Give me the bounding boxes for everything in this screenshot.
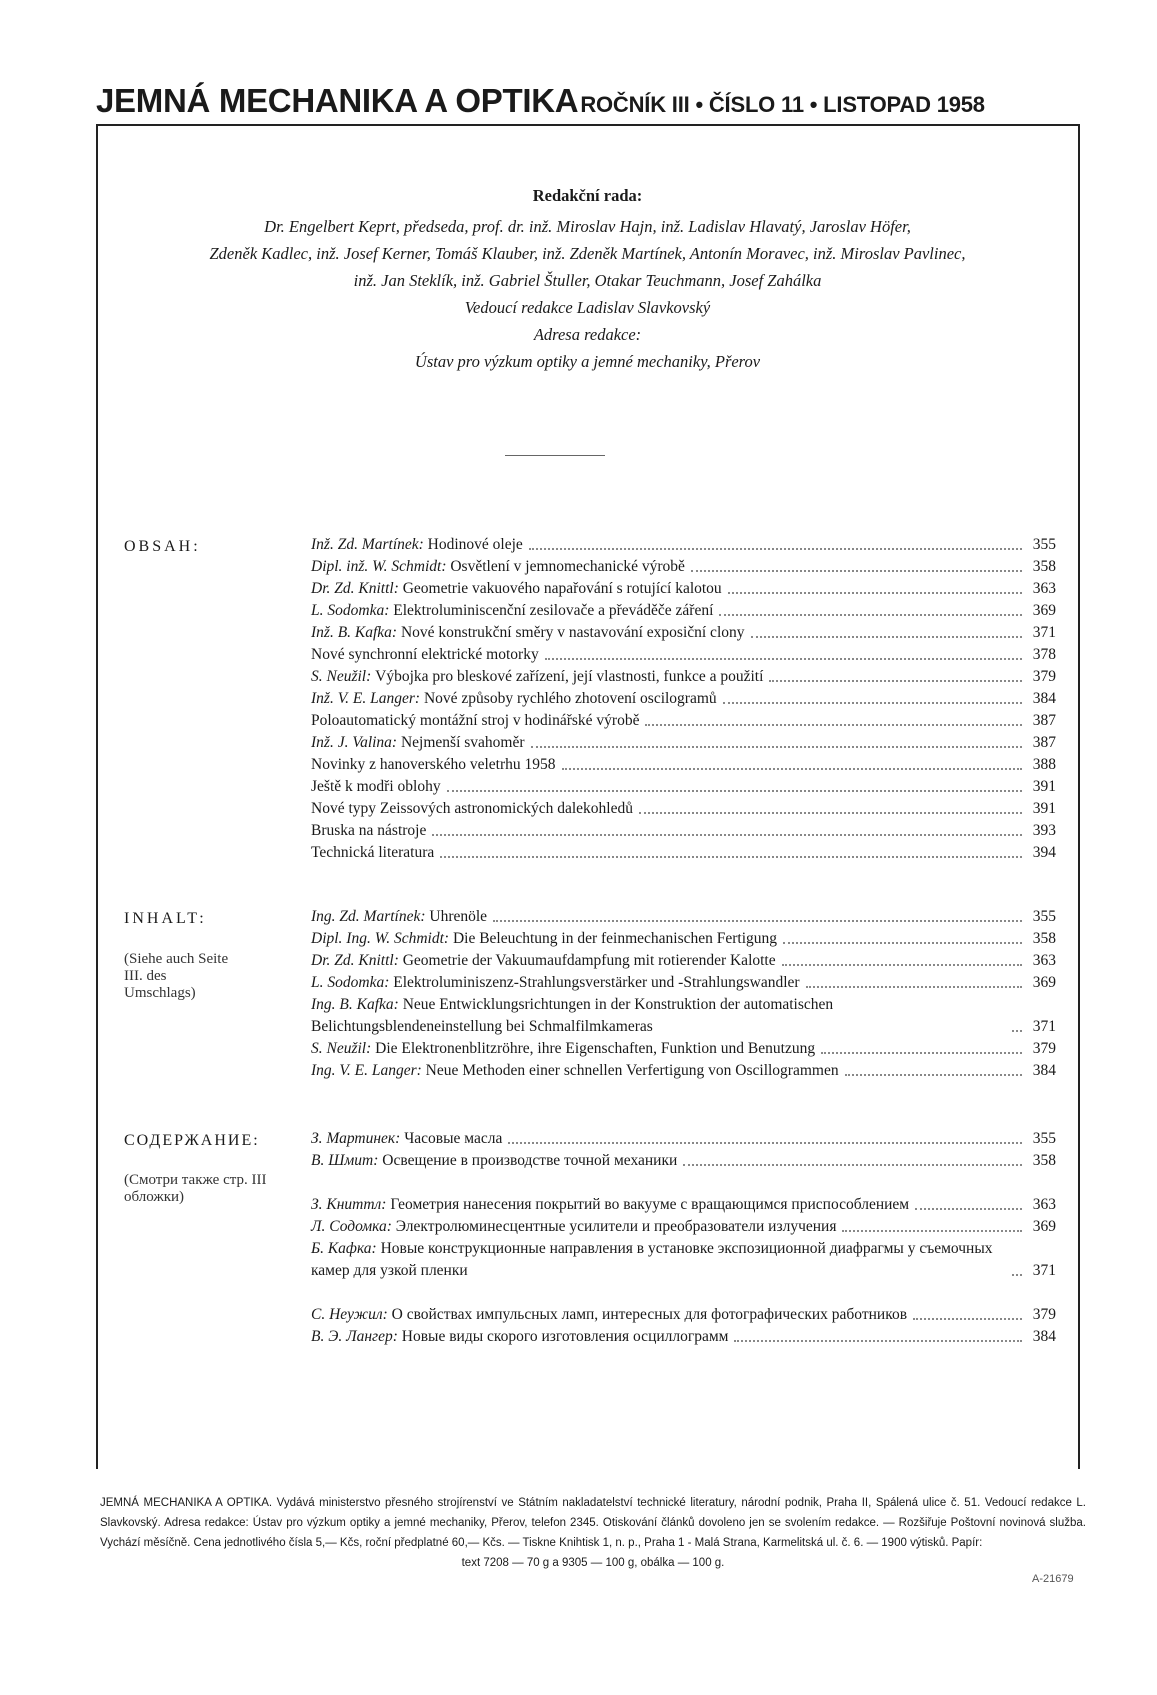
toc-title: Výbojka pro bleskové zařízení, její vlastnosti, funkce a použití xyxy=(375,668,764,685)
print-code: A-21679 xyxy=(1032,1573,1074,1585)
toc-author: Ing. B. Kafka: xyxy=(311,996,403,1013)
toc-title: Ještě k modři oblohy xyxy=(311,778,441,795)
toc-page-number: 363 xyxy=(1032,580,1056,597)
dot-leader xyxy=(645,724,1022,726)
toc-page-number: 363 xyxy=(1032,1196,1056,1213)
divider xyxy=(505,455,605,456)
toc-title: Nové způsoby rychlého zhotovení oscilogramů xyxy=(423,690,717,707)
dot-leader xyxy=(783,942,1022,944)
board-heading: Redakční rada: xyxy=(532,186,643,205)
obsah-contents xyxy=(311,534,1056,864)
board-line: Adresa redakce: xyxy=(533,325,642,344)
toc-entry-text xyxy=(311,972,800,994)
toc-entry xyxy=(311,600,1056,622)
toc-title: Osvětlení v jemnomechanické výrobě xyxy=(450,558,685,575)
toc-entry xyxy=(311,928,1056,950)
dot-leader xyxy=(769,680,1022,682)
toc-author: Dr. Zd. Knittl: xyxy=(311,952,403,969)
dot-leader xyxy=(508,1142,1022,1144)
toc-entry-text xyxy=(311,688,717,710)
toc-title: Die Beleuchtung in der feinmechanischen Fertigung xyxy=(452,930,778,947)
toc-author: З. Книттл: xyxy=(311,1196,391,1213)
toc-page-number: 363 xyxy=(1032,952,1056,969)
toc-page-number: 371 xyxy=(1032,1262,1056,1279)
toc-title: Новые виды скорого изготовления осциллограмм xyxy=(401,1328,729,1345)
toc-entry xyxy=(311,688,1056,710)
obsah-label: OBSAH: xyxy=(124,538,201,555)
imprint xyxy=(100,1493,1086,1573)
dot-leader xyxy=(1012,1030,1022,1032)
toc-entry xyxy=(311,710,1056,732)
inhalt-contents xyxy=(311,906,1056,1082)
toc-entry-text xyxy=(311,1128,502,1150)
toc-title: Geometrie vakuového napařování s rotující kalotou xyxy=(402,580,722,597)
toc-page-number: 391 xyxy=(1032,800,1056,817)
board-line: Ústav pro výzkum optiky a jemné mechaniky, Přerov xyxy=(414,352,761,371)
toc-entry xyxy=(311,644,1056,666)
toc-entry xyxy=(311,754,1056,776)
toc-author: Б. Кафка: xyxy=(311,1240,381,1257)
toc-title: Elektroluminiscenční zesilovače a převáděče záření xyxy=(393,602,714,619)
dot-leader xyxy=(845,1074,1022,1076)
toc-entry-text xyxy=(311,950,776,972)
toc-entry xyxy=(311,820,1056,842)
toc-title: Uhrenöle xyxy=(429,908,488,925)
toc-author: Л. Содомка: xyxy=(311,1218,396,1235)
toc-page-number: 384 xyxy=(1032,1062,1056,1079)
toc-entry xyxy=(311,994,1056,1038)
toc-author: L. Sodomka: xyxy=(311,974,394,991)
toc-entry-text xyxy=(311,1194,909,1216)
imprint-text: JEMNÁ MECHANIKA A OPTIKA. Vydává ministerstvo přesného strojírenství ve Státním nakladatelství technické literatury, národní podnik, Praha II, Spálená ulice č. 51. Vedoucí redakce L. Slavkovský. Adresa redakce: Ústav pro výzkum optiky a jemné mechaniky, Přerov, telefon 2345. Otiskování článků dovoleno jen se svolením redakce. — Rozšiřuje Poštovní novinová služba. Vychází měsíčně. Cena jednotlivého čísla 5,— Kčs, roční předplatné 60,— Kčs. — Tiskne Knihtisk 1, n. p., Praha 1 - Malá Strana, Karmelitská ul. č. 6. — 1900 výtisků. Papír: xyxy=(100,1497,1086,1549)
toc-title: Hodinové oleje xyxy=(427,536,523,553)
toc-page-number: 387 xyxy=(1032,734,1056,751)
toc-entry-text xyxy=(311,534,523,556)
toc-entry-text xyxy=(311,710,639,732)
toc-author: L. Sodomka: xyxy=(311,602,394,619)
toc-entry-text xyxy=(311,776,441,798)
toc-entry xyxy=(311,622,1056,644)
toc-page-number: 355 xyxy=(1032,1130,1056,1147)
toc-entry xyxy=(311,1216,1056,1238)
dot-leader xyxy=(719,614,1022,616)
board-line: inž. Jan Steklík, inž. Gabriel Štuller, Otakar Teuchmann, Josef Zahálka xyxy=(353,271,822,290)
toc-title: Электролюминесцентные усилители и преобразователи излучения xyxy=(395,1218,837,1235)
toc-title: Часовые масла xyxy=(404,1130,503,1147)
dot-leader xyxy=(734,1340,1022,1342)
dot-leader xyxy=(782,964,1022,966)
toc-title: Bruska na nástroje xyxy=(311,822,427,839)
toc-page-number: 358 xyxy=(1032,558,1056,575)
toc-entry xyxy=(311,1282,1056,1326)
toc-entry-text xyxy=(311,842,434,864)
toc-title: Освещение в производстве точной механики xyxy=(382,1152,678,1169)
dot-leader xyxy=(529,548,1022,550)
toc-title: Nové synchronní elektrické motorky xyxy=(311,646,539,663)
toc-author: Dr. Zd. Knittl: xyxy=(311,580,403,597)
toc-entry-text xyxy=(311,600,713,622)
dot-leader xyxy=(493,920,1022,922)
toc-author: В. Шмит: xyxy=(311,1152,383,1169)
toc-title: Die Elektronenblitzröhre, ihre Eigenschaften, Funktion und Benutzung xyxy=(375,1040,816,1057)
toc-entry-text xyxy=(311,666,763,688)
dot-leader xyxy=(806,986,1022,988)
toc-entry xyxy=(311,556,1056,578)
dot-leader xyxy=(1012,1274,1022,1276)
toc-author: Inž. V. E. Langer: xyxy=(311,690,424,707)
toc-entry-text xyxy=(311,1150,677,1172)
imprint-paper: text 7208 — 70 g a 9305 — 100 g, obálka — 100 g. xyxy=(461,1557,725,1569)
toc-entry-text xyxy=(311,556,685,578)
toc-entry-text xyxy=(311,1238,1006,1282)
dot-leader xyxy=(691,570,1022,572)
toc-entry-text xyxy=(311,644,539,666)
issue-info: ROČNÍK III • ČÍSLO 11 • LISTOPAD 1958 xyxy=(580,92,985,117)
toc-page-number: 393 xyxy=(1032,822,1056,839)
toc-author: В. Э. Лангер: xyxy=(311,1328,402,1345)
toc-page-number: 358 xyxy=(1032,1152,1056,1169)
soderzhanie-label: СОДЕРЖАНИЕ: xyxy=(124,1132,260,1149)
toc-entry xyxy=(311,1238,1056,1282)
toc-title: Новые конструкционные направления в установке экспозиционной диафрагмы у съемочных камер для узкой пленки xyxy=(311,1240,993,1279)
toc-entry xyxy=(311,534,1056,556)
board-line: Vedoucí redakce Ladislav Slavkovský xyxy=(464,298,711,317)
toc-author: Inž. B. Kafka: xyxy=(311,624,401,641)
toc-page-number: 369 xyxy=(1032,974,1056,991)
toc-page-number: 369 xyxy=(1032,602,1056,619)
dot-leader xyxy=(432,834,1022,836)
soderzhanie-note: (Смотри также стр. III обложки) xyxy=(124,1172,267,1205)
dot-leader xyxy=(723,702,1022,704)
toc-entry xyxy=(311,906,1056,928)
toc-author: С. Неужил: xyxy=(311,1306,392,1323)
toc-title: Геометрия нанесения покрытий во вакууме с вращающимся приспособлением xyxy=(390,1196,910,1213)
toc-page-number: 394 xyxy=(1032,844,1056,861)
toc-page-number: 391 xyxy=(1032,778,1056,795)
toc-entry xyxy=(311,732,1056,754)
toc-author: З. Мартинек: xyxy=(311,1130,405,1147)
toc-page-number: 371 xyxy=(1032,624,1056,641)
dot-leader xyxy=(440,856,1022,858)
toc-page-number: 379 xyxy=(1032,1306,1056,1323)
toc-author: Inž. Zd. Martínek: xyxy=(311,536,428,553)
dot-leader xyxy=(545,658,1022,660)
toc-author: Ing. Zd. Martínek: xyxy=(311,908,430,925)
toc-entry xyxy=(311,972,1056,994)
dot-leader xyxy=(728,592,1022,594)
toc-entry xyxy=(311,578,1056,600)
toc-author: S. Neužil: xyxy=(311,668,376,685)
toc-entry xyxy=(311,666,1056,688)
board-line: Zdeněk Kadlec, inž. Josef Kerner, Tomáš Klauber, inž. Zdeněk Martínek, Antonín Moravec, inž. Miroslav Pavlinec, xyxy=(209,244,966,263)
toc-entry-text xyxy=(311,994,1006,1038)
inhalt-label: INHALT: xyxy=(124,910,207,927)
toc-entry-text xyxy=(311,754,556,776)
toc-title: О свойствах импульсных ламп, интересных для фотографических работников xyxy=(391,1306,908,1323)
toc-author: S. Neužil: xyxy=(311,1040,376,1057)
dot-leader xyxy=(531,746,1022,748)
soderzhanie-contents xyxy=(311,1128,1056,1348)
toc-title: Elektroluminiszenz-Strahlungsverstärker und -Strahlungswandler xyxy=(393,974,800,991)
toc-page-number: 358 xyxy=(1032,930,1056,947)
dot-leader xyxy=(915,1208,1022,1210)
dot-leader xyxy=(562,768,1023,770)
dot-leader xyxy=(751,636,1023,638)
inhalt-note: (Siehe auch Seite III. des Umschlags) xyxy=(124,951,229,1001)
toc-author: Ing. V. E. Langer: xyxy=(311,1062,426,1079)
toc-entry-text xyxy=(311,1060,839,1082)
masthead xyxy=(96,82,1080,120)
dot-leader xyxy=(821,1052,1022,1054)
toc-entry-text xyxy=(311,622,745,644)
toc-title: Poloautomatický montážní stroj v hodinářské výrobě xyxy=(311,712,640,729)
toc-title: Geometrie der Vakuumaufdampfung mit rotierender Kalotte xyxy=(402,952,776,969)
toc-entry-text xyxy=(311,928,777,950)
toc-page-number: 355 xyxy=(1032,536,1056,553)
toc-entry-text xyxy=(311,906,487,928)
toc-title: Novinky z hanoverského veletrhu 1958 xyxy=(311,756,556,773)
toc-page-number: 379 xyxy=(1032,668,1056,685)
toc-entry xyxy=(311,1038,1056,1060)
toc-page-number: 355 xyxy=(1032,908,1056,925)
toc-page-number: 388 xyxy=(1032,756,1056,773)
toc-entry xyxy=(311,1150,1056,1172)
toc-entry xyxy=(311,1060,1056,1082)
toc-title: Technická literatura xyxy=(311,844,435,861)
toc-entry xyxy=(311,842,1056,864)
toc-page-number: 384 xyxy=(1032,690,1056,707)
toc-author: Dipl. Ing. W. Schmidt: xyxy=(311,930,453,947)
toc-title: Nové konstrukční směry v nastavování exposiční clony xyxy=(400,624,745,641)
toc-title: Nejmenší svahoměr xyxy=(400,734,525,751)
toc-page-number: 378 xyxy=(1032,646,1056,663)
dot-leader xyxy=(447,790,1022,792)
dot-leader xyxy=(683,1164,1022,1166)
toc-page-number: 384 xyxy=(1032,1328,1056,1345)
toc-title: Neue Entwicklungsrichtungen in der Konstruktion der automatischen Belichtungsblendeneinstellung bei Schmalfilmkameras xyxy=(311,996,834,1035)
toc-page-number: 369 xyxy=(1032,1218,1056,1235)
toc-entry-text xyxy=(311,1038,815,1060)
dot-leader xyxy=(639,812,1022,814)
toc-author: Dipl. inž. W. Schmidt: xyxy=(311,558,451,575)
toc-page-number: 379 xyxy=(1032,1040,1056,1057)
toc-entry xyxy=(311,950,1056,972)
toc-entry xyxy=(311,776,1056,798)
toc-title: Neue Methoden einer schnellen Verfertigung von Oscillogrammen xyxy=(425,1062,839,1079)
toc-title: Nové typy Zeissových astronomických dalekohledů xyxy=(311,800,633,817)
toc-entry xyxy=(311,798,1056,820)
toc-page-number: 371 xyxy=(1032,1018,1056,1035)
toc-entry xyxy=(311,1128,1056,1150)
toc-author: Inž. J. Valina: xyxy=(311,734,401,751)
journal-title: JEMNÁ MECHANIKA A OPTIKA xyxy=(96,82,579,119)
toc-entry-text xyxy=(311,578,722,600)
toc-entry-text xyxy=(311,1304,907,1326)
toc-entry-text xyxy=(311,1216,836,1238)
toc-page-number: 387 xyxy=(1032,712,1056,729)
editorial-board xyxy=(100,182,1075,375)
toc-entry-text xyxy=(311,732,525,754)
board-line: Dr. Engelbert Keprt, předseda, prof. dr. inž. Miroslav Hajn, inž. Ladislav Hlavatý, Jaroslav Höfer, xyxy=(264,217,911,236)
toc-entry xyxy=(311,1172,1056,1216)
dot-leader xyxy=(913,1318,1022,1320)
toc-entry-text xyxy=(311,1326,728,1348)
toc-entry xyxy=(311,1326,1056,1348)
dot-leader xyxy=(842,1230,1022,1232)
toc-entry-text xyxy=(311,798,633,820)
toc-entry-text xyxy=(311,820,426,842)
